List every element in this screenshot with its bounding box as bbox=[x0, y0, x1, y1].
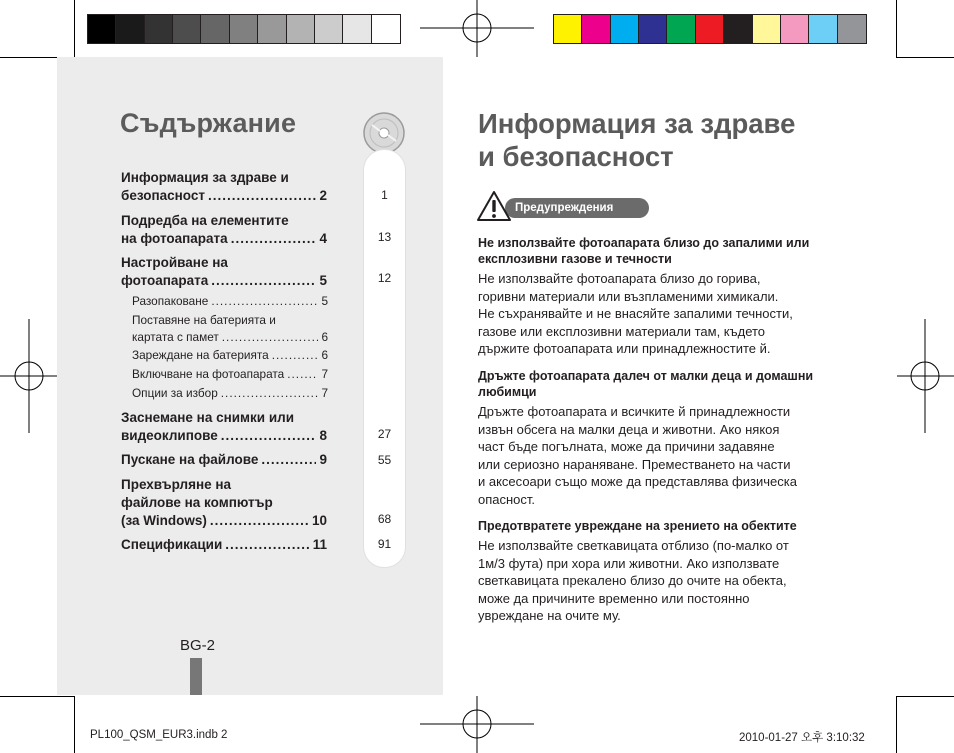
registration-mark-icon bbox=[0, 319, 57, 433]
toc-entry-health[interactable] bbox=[121, 169, 327, 205]
toc-subentry-line: Опции за избор bbox=[132, 386, 218, 400]
toc-page-number: 9 bbox=[319, 452, 327, 467]
toc-page-number: 10 bbox=[311, 513, 327, 528]
warning-section-flammable bbox=[478, 235, 818, 358]
body-line: Не съхранявайте и не внасяйте запалими течности, bbox=[478, 306, 793, 321]
toc-entry-line: видеоклипове bbox=[121, 428, 218, 443]
toc-page-number: 11 bbox=[312, 537, 327, 552]
tab-strip bbox=[364, 150, 405, 567]
color-swatch bbox=[201, 15, 229, 43]
disc-icon bbox=[362, 111, 406, 155]
toc-page-number: 5 bbox=[319, 273, 327, 288]
crop-mark bbox=[0, 696, 74, 697]
color-swatch bbox=[372, 15, 400, 43]
crop-mark bbox=[896, 57, 954, 58]
crop-mark bbox=[74, 0, 75, 57]
toc-entry-setup[interactable] bbox=[121, 254, 327, 290]
crop-mark bbox=[896, 0, 897, 57]
warning-section-children bbox=[478, 368, 818, 508]
color-swatch bbox=[554, 15, 582, 43]
body-line: Не използвайте фотоапарата близо до горива, bbox=[478, 271, 761, 286]
body-line: или сериозно нараняване. Преместването на части bbox=[478, 456, 791, 472]
toc-subentry-charging[interactable] bbox=[132, 347, 328, 364]
toc-subentry-battery-card[interactable] bbox=[132, 312, 328, 346]
toc-entry-line: файлове на компютър bbox=[121, 495, 273, 510]
toc-page-number: 7 bbox=[321, 386, 328, 400]
page-title bbox=[478, 107, 795, 173]
tab-number: 12 bbox=[377, 271, 392, 285]
body-line: и аксесоари също може да представлява физическа bbox=[478, 474, 797, 489]
color-swatch bbox=[116, 15, 144, 43]
color-swatch bbox=[611, 15, 639, 43]
color-swatch bbox=[753, 15, 781, 43]
color-swatch bbox=[781, 15, 809, 43]
color-swatch bbox=[315, 15, 343, 43]
toc-entry-layout[interactable] bbox=[121, 212, 327, 248]
warning-triangle-icon bbox=[476, 190, 512, 222]
color-swatch bbox=[230, 15, 258, 43]
tab-number: 68 bbox=[377, 512, 392, 526]
toc-page-number: 6 bbox=[321, 348, 328, 362]
toc-entry-line: Заснемане на снимки или bbox=[121, 410, 295, 425]
body-line: газове или експлозивни материали там, където bbox=[478, 323, 766, 339]
toc-page-number: 2 bbox=[319, 188, 327, 203]
color-swatch bbox=[287, 15, 315, 43]
section-body bbox=[478, 270, 818, 358]
color-swatch bbox=[582, 15, 610, 43]
toc-page-number: 7 bbox=[321, 367, 328, 381]
toc-entry-playback[interactable] bbox=[121, 451, 327, 469]
toc-subentry-options[interactable] bbox=[132, 385, 328, 402]
toc-subentry-unpacking[interactable] bbox=[132, 293, 328, 310]
color-swatch bbox=[343, 15, 371, 43]
body-line: опасност. bbox=[478, 491, 536, 507]
toc-entry-line: Спецификации bbox=[121, 537, 223, 552]
tab-number: 1 bbox=[381, 188, 388, 202]
color-swatch bbox=[88, 15, 116, 43]
toc-entry-shooting[interactable] bbox=[121, 409, 327, 445]
section-body bbox=[478, 537, 818, 625]
toc-subentry-power-on[interactable] bbox=[132, 366, 328, 383]
tab-number: 13 bbox=[377, 230, 392, 244]
toc-subentry-line: Зареждане на батерията bbox=[132, 348, 269, 362]
page-title-line: и безопасност bbox=[478, 141, 674, 172]
color-swatch bbox=[667, 15, 695, 43]
grayscale-bar bbox=[87, 14, 401, 44]
crop-mark bbox=[74, 696, 75, 753]
body-line: част бъде погълната, може да причини задавяне bbox=[478, 439, 775, 454]
color-swatch bbox=[724, 15, 752, 43]
toc-page-number: 4 bbox=[319, 231, 327, 246]
warning-label: Предупреждения bbox=[505, 198, 649, 218]
toc-entry-line: на фотоапарата bbox=[121, 231, 228, 246]
color-bar bbox=[553, 14, 867, 44]
section-heading: Дръжте фотоапарата далеч от малки деца и домашни любимци bbox=[478, 369, 814, 399]
toc-entry-line: (за Windows) bbox=[121, 513, 207, 528]
timestamp-slug: 2010-01-27 오후 3:10:32 bbox=[739, 732, 865, 744]
tab-number: 91 bbox=[377, 537, 392, 551]
toc-page-number: 8 bbox=[319, 428, 327, 443]
page-title-line: Информация за здраве bbox=[478, 108, 796, 139]
body-line: Дръжте фотоапарата и всичките й принадлежности bbox=[478, 404, 791, 419]
file-slug: PL100_QSM_EUR3.indb 2 bbox=[90, 729, 228, 741]
toc-subentry-line: картата с памет bbox=[132, 330, 219, 344]
section-heading: Предотвратете увреждане на зрението на обектите bbox=[478, 519, 797, 533]
toc-entry-specs[interactable] bbox=[121, 536, 327, 554]
color-swatch bbox=[639, 15, 667, 43]
toc-page-number: 5 bbox=[321, 294, 328, 308]
body-line: държите фотоапарата или принадлежностите й. bbox=[478, 341, 771, 356]
tab-number: 27 bbox=[377, 427, 392, 441]
crop-mark bbox=[896, 696, 954, 697]
toc-title: Съдържание bbox=[120, 108, 297, 138]
body-line: светкавицата прекалено близо до очите на обекта, bbox=[478, 573, 787, 588]
toc-entry-line: безопасност bbox=[121, 188, 205, 203]
crop-mark bbox=[896, 696, 897, 753]
body-line: горивни материали или възпламеними химикали. bbox=[478, 288, 779, 304]
tab-number: 55 bbox=[377, 453, 392, 467]
toc-entry-line: Пускане на файлове bbox=[121, 452, 259, 467]
toc-entry-transfer[interactable] bbox=[121, 476, 327, 530]
color-swatch bbox=[838, 15, 866, 43]
registration-mark-icon bbox=[420, 696, 534, 753]
toc-entry-line: фотоапарата bbox=[121, 273, 209, 288]
toc-entry-line: Настройване на bbox=[121, 255, 228, 270]
section-heading: Не използвайте фотоапарата близо до запалими или експлозивни газове и течности bbox=[478, 236, 810, 266]
body-line: 1м/3 фута) при хора или животни. Ако използвате bbox=[478, 555, 780, 571]
color-swatch bbox=[173, 15, 201, 43]
body-line: Не използвайте светкавицата отблизо (по-малко от bbox=[478, 538, 789, 553]
body-line: може да причините временно или постоянно bbox=[478, 590, 750, 606]
color-swatch bbox=[809, 15, 837, 43]
toc-entry-line: Прехвърляне на bbox=[121, 477, 232, 492]
body-line: увреждане на очите му. bbox=[478, 608, 621, 623]
page-number: BG-2 bbox=[180, 637, 216, 654]
color-swatch bbox=[145, 15, 173, 43]
warning-section-eyesight bbox=[478, 518, 818, 625]
page-marker-bar bbox=[190, 658, 202, 695]
registration-mark-icon bbox=[897, 319, 954, 433]
toc-subentry-line: Включване на фотоапарата bbox=[132, 367, 285, 381]
color-swatch bbox=[696, 15, 724, 43]
body-line: извън обсега на малки деца и животни. Ако някоя bbox=[478, 421, 780, 437]
section-body bbox=[478, 403, 818, 508]
toc-entry-line: Подредба на елементите bbox=[121, 213, 289, 228]
color-swatch bbox=[258, 15, 286, 43]
toc-subentry-line: Разопаковане bbox=[132, 294, 209, 308]
toc-entry-line: Информация за здраве и bbox=[121, 170, 289, 185]
toc-subentry-line: Поставяне на батерията и bbox=[132, 313, 276, 327]
registration-mark-icon bbox=[420, 0, 534, 57]
toc-page-number: 6 bbox=[321, 330, 328, 344]
